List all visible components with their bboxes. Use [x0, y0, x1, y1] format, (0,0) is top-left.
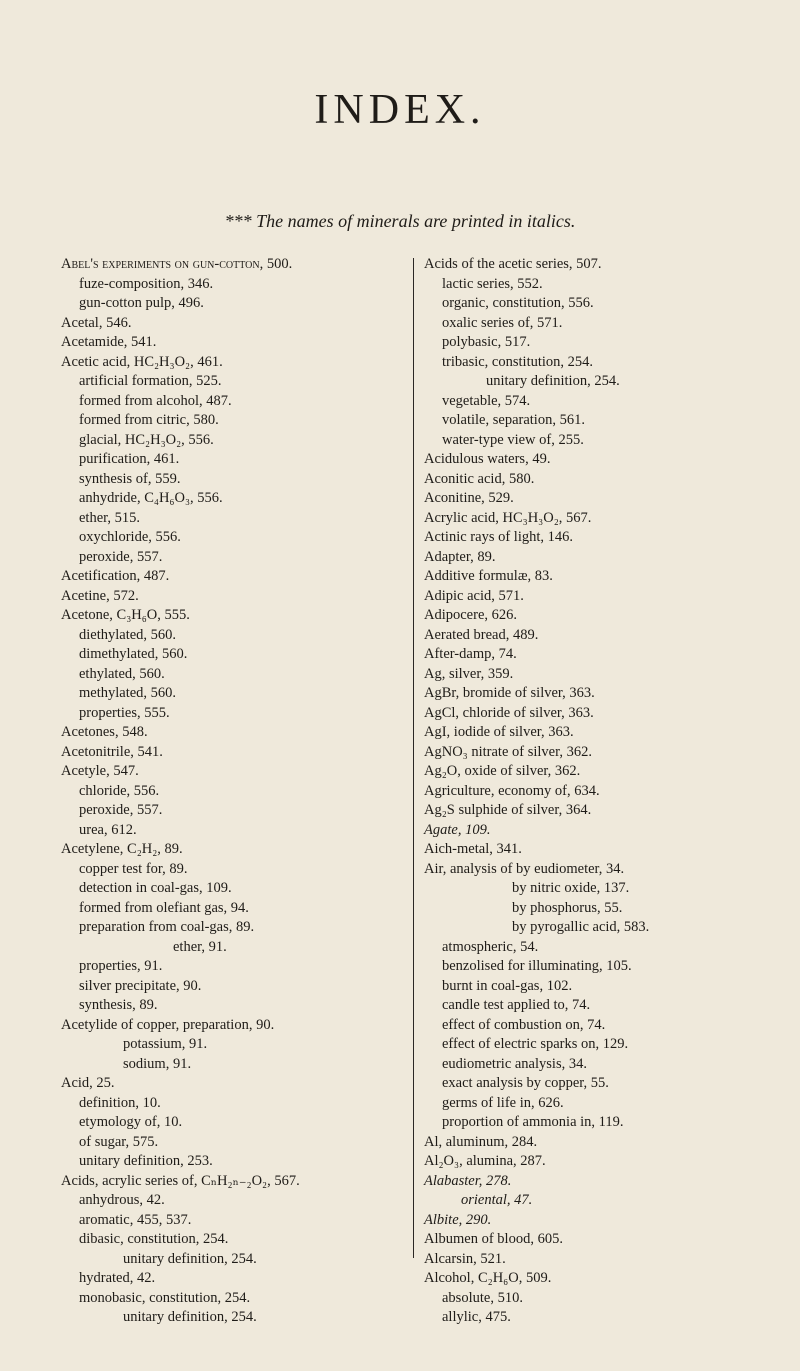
index-entry: copper test for, 89.: [79, 860, 188, 877]
index-entry: potassium, 91.: [123, 1036, 208, 1052]
index-entry: Acetamide, 541.: [61, 334, 157, 350]
index-entry: unitary definition, 254.: [486, 373, 620, 389]
index-entry: chloride, 556.: [79, 782, 160, 799]
index-entry: Abel's experiments on gun-cotton, 500.: [61, 256, 293, 272]
index-entry: germs of life in, 626.: [442, 1094, 564, 1111]
index-entry: atmospheric, 54.: [442, 938, 539, 955]
index-entry: tribasic, constitution, 254.: [442, 353, 594, 370]
index-entry: detection in coal-gas, 109.: [79, 880, 232, 896]
index-entry: exact analysis by copper, 55.: [442, 1075, 609, 1091]
index-entry: gun-cotton pulp, 496.: [79, 295, 204, 311]
index-entry: organic, constitution, 556.: [442, 295, 594, 311]
index-entry: Acids of the acetic series, 507.: [424, 256, 602, 272]
index-entry: volatile, separation, 561.: [442, 412, 585, 428]
index-entry: Acetic acid, HC₂H₃O₂, 461.: [61, 353, 223, 370]
index-entry: Aconitine, 529.: [424, 490, 514, 506]
index-entry: synthesis of, 559.: [79, 470, 181, 487]
index-entry: oxychloride, 556.: [79, 529, 181, 545]
index-entry: Acetine, 572.: [61, 587, 139, 604]
index-entry: Albumen of blood, 605.: [424, 1231, 563, 1247]
index-entry: oriental, 47.: [461, 1192, 533, 1208]
index-entry: ether, 91.: [173, 938, 227, 955]
index-entry: Acetal, 546.: [61, 314, 132, 331]
index-entry: sodium, 91.: [123, 1055, 192, 1072]
index-entry: dimethylated, 560.: [79, 646, 188, 662]
index-entry: dibasic, constitution, 254.: [79, 1231, 229, 1247]
index-entry: effect of electric sparks on, 129.: [442, 1036, 629, 1052]
index-entry: of sugar, 575.: [79, 1133, 159, 1150]
index-entry: Air, analysis of by eudiometer, 34.: [424, 860, 625, 877]
index-entry: Albite, 290.: [424, 1211, 492, 1228]
index-entry: Acid, 25.: [61, 1075, 115, 1091]
index-entry: proportion of ammonia in, 119.: [442, 1114, 624, 1130]
index-entry: AgCl, chloride of silver, 363.: [424, 704, 594, 721]
index-entry: ether, 515.: [79, 509, 141, 526]
index-entry: purification, 461.: [79, 451, 180, 467]
index-entry: Ag₂S sulphide of silver, 364.: [424, 802, 592, 818]
index-entry: allylic, 475.: [442, 1309, 511, 1325]
index-entry: ethylated, 560.: [79, 665, 165, 682]
index-entry: effect of combustion on, 74.: [442, 1016, 606, 1033]
index-entry: peroxide, 557.: [79, 548, 163, 565]
index-entry: properties, 91.: [79, 958, 163, 974]
index-entry: Al, aluminum, 284.: [424, 1133, 538, 1150]
index-entry: Ag, silver, 359.: [424, 665, 514, 682]
index-entry: Acetone, C₃H₆O, 555.: [61, 607, 190, 623]
index-entry: Actinic rays of light, 146.: [424, 529, 574, 545]
index-entry: unitary definition, 254.: [123, 1309, 257, 1325]
index-entry: Adipocere, 626.: [424, 607, 518, 623]
index-entry: diethylated, 560.: [79, 626, 177, 643]
index-entry: absolute, 510.: [442, 1289, 523, 1306]
index-entry: Acetification, 487.: [61, 568, 170, 584]
index-entry: Acrylic acid, HC₃H₃O₂, 567.: [424, 509, 592, 526]
index-entry: unitary definition, 254.: [123, 1250, 257, 1267]
index-entry: Adapter, 89.: [424, 548, 496, 565]
index-entry: Additive formulæ, 83.: [424, 568, 553, 584]
index-entry: glacial, HC₂H₃O₂, 556.: [79, 431, 214, 448]
index-entry: etymology of, 10.: [79, 1114, 183, 1130]
index-entry: water-type view of, 255.: [442, 431, 584, 448]
index-entry: oxalic series of, 571.: [442, 314, 563, 331]
index-entry: artificial formation, 525.: [79, 373, 222, 389]
index-entry: AgBr, bromide of silver, 363.: [424, 685, 595, 701]
index-entry: After-damp, 74.: [424, 646, 517, 662]
index-entry: Acetyle, 547.: [61, 763, 139, 779]
italics-note: *** The names of minerals are printed in italics.: [224, 211, 576, 231]
index-entry: preparation from coal-gas, 89.: [79, 919, 255, 935]
index-entry: Agate, 109.: [424, 821, 491, 838]
column-divider: [413, 258, 414, 1258]
index-entry: Aconitic acid, 580.: [424, 470, 535, 487]
index-entry: Alabaster, 278.: [424, 1172, 512, 1189]
index-entry: Al₂O₃, alumina, 287.: [424, 1153, 546, 1169]
index-entry: anhydrous, 42.: [79, 1192, 165, 1208]
index-entry: unitary definition, 253.: [79, 1153, 213, 1169]
index-entry: Agriculture, economy of, 634.: [424, 782, 600, 799]
index-entry: urea, 612.: [79, 821, 137, 838]
index-entry: formed from citric, 580.: [79, 412, 219, 428]
index-entry: synthesis, 89.: [79, 997, 158, 1013]
index-entry: definition, 10.: [79, 1094, 161, 1111]
index-column-right: [424, 255, 784, 1328]
index-entry: anhydride, C₄H₆O₃, 556.: [79, 490, 223, 506]
index-entry: eudiometric analysis, 34.: [442, 1055, 587, 1072]
page-title: INDEX.: [314, 87, 486, 133]
index-entry: Acetylene, C₂H₂, 89.: [61, 841, 183, 857]
index-entry: Alcarsin, 521.: [424, 1250, 506, 1267]
index-entry: Adipic acid, 571.: [424, 587, 524, 604]
index-entry: polybasic, 517.: [442, 334, 531, 350]
index-entry: Ag₂O, oxide of silver, 362.: [424, 763, 581, 779]
index-entry: by phosphorus, 55.: [512, 899, 623, 916]
index-entry: monobasic, constitution, 254.: [79, 1289, 251, 1306]
index-column-left: [61, 255, 401, 1328]
index-entry: vegetable, 574.: [442, 392, 531, 409]
index-entry: by nitric oxide, 137.: [512, 880, 630, 896]
index-entry: Alcohol, C₂H₆O, 509.: [424, 1270, 552, 1286]
index-entry: candle test applied to, 74.: [442, 997, 591, 1013]
index-entry: methylated, 560.: [79, 685, 177, 701]
index-entry: AgI, iodide of silver, 363.: [424, 724, 574, 740]
index-entry: peroxide, 557.: [79, 802, 163, 818]
index-entry: silver precipitate, 90.: [79, 977, 202, 994]
index-entry: by pyrogallic acid, 583.: [512, 919, 650, 935]
index-entry: lactic series, 552.: [442, 275, 543, 292]
index-entry: benzolised for illuminating, 105.: [442, 958, 632, 974]
index-entry: burnt in coal-gas, 102.: [442, 977, 573, 994]
index-entry: formed from alcohol, 487.: [79, 392, 232, 409]
index-entry: Aich-metal, 341.: [424, 841, 522, 857]
index-entry: formed from olefiant gas, 94.: [79, 899, 249, 916]
index-entry: Acidulous waters, 49.: [424, 451, 551, 467]
index-entry: properties, 555.: [79, 704, 170, 721]
index-entry: Acetylide of copper, preparation, 90.: [61, 1016, 275, 1033]
index-entry: AgNO₃ nitrate of silver, 362.: [424, 743, 592, 760]
index-entry: Acetonitrile, 541.: [61, 743, 163, 760]
index-entry: Aerated bread, 489.: [424, 626, 539, 643]
index-entry: hydrated, 42.: [79, 1270, 156, 1286]
index-entry: Acids, acrylic series of, CₙH₂ₙ₋₂O₂, 567.: [61, 1172, 300, 1189]
index-entry: aromatic, 455, 537.: [79, 1211, 192, 1228]
index-entry: Acetones, 548.: [61, 724, 148, 740]
index-entry: fuze-composition, 346.: [79, 275, 214, 292]
